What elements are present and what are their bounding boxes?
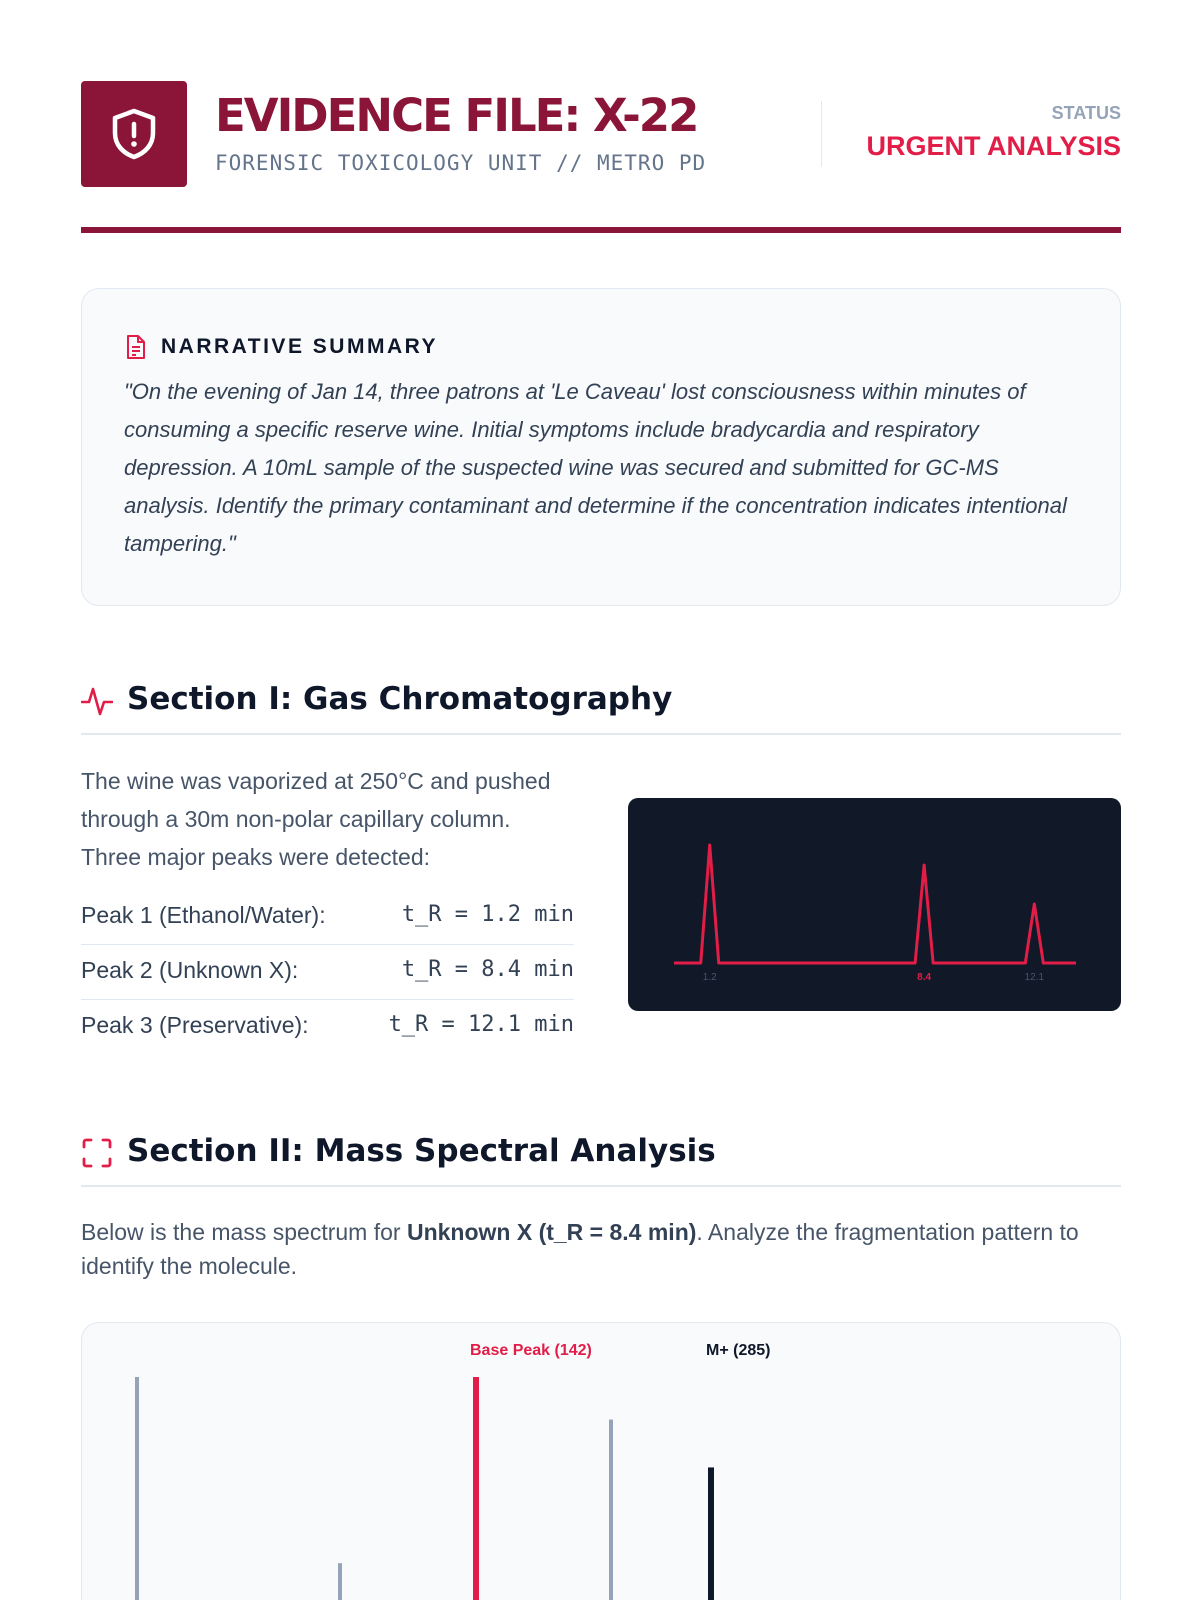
peak-name: Peak 3 (Preservative):	[81, 1012, 309, 1038]
gc-intro: The wine was vaporized at 250°C and pushed through a 30m non-polar capillary column. Three major peaks were detected:	[81, 768, 551, 870]
gc-chromatogram	[628, 798, 1121, 1011]
header-divider	[821, 101, 822, 167]
narrative-card	[81, 288, 1121, 606]
ms-annotation: Base Peak (142)	[470, 1342, 592, 1359]
peak-retention-time: t_R = 12.1 min	[388, 1012, 574, 1037]
section-gc-rule	[81, 733, 1121, 735]
gc-tick-label: 12.1	[1024, 972, 1045, 983]
ms-chart-svg	[82, 1323, 1121, 1600]
gc-tick-label: 8.4	[917, 972, 932, 983]
table-row	[81, 890, 574, 945]
peak-name: Peak 2 (Unknown X):	[81, 957, 299, 983]
molecular-ion-bar	[708, 1467, 714, 1600]
section-ms-rule	[81, 1185, 1121, 1187]
ms-intro	[81, 1215, 1081, 1283]
section-ms-title: Section II: Mass Spectral Analysis	[127, 1133, 716, 1169]
evidence-header	[81, 81, 1121, 188]
status-label: STATUS	[1051, 103, 1121, 123]
scan-icon	[81, 1137, 113, 1169]
chromatogram-trace	[674, 845, 1076, 963]
ms-intro-tail: . Analyze the fragmentation pattern to identify the molecule.	[81, 1219, 1079, 1279]
shield-alert-icon	[111, 108, 157, 160]
ms-intro-lead: Below is the mass spectrum for	[81, 1219, 407, 1245]
fragment-bar	[609, 1420, 613, 1600]
gc-tick-label: 1.2	[702, 972, 717, 983]
peak-retention-time: t_R = 1.2 min	[401, 902, 574, 927]
fragment-bar	[135, 1377, 139, 1600]
evidence-badge	[81, 81, 187, 187]
document-icon	[125, 334, 147, 360]
ms-intro-target: Unknown X (t_R = 8.4 min)	[406, 1219, 697, 1245]
table-row	[81, 1000, 574, 1055]
peak-table	[81, 890, 574, 1055]
section-gc-title: Section I: Gas Chromatography	[127, 681, 673, 717]
table-row	[81, 945, 574, 1000]
fragment-bar	[338, 1563, 342, 1600]
section-gc-header	[81, 675, 1121, 725]
narrative-heading: NARRATIVE SUMMARY	[161, 335, 438, 358]
peak-name: Peak 1 (Ethanol/Water):	[81, 902, 326, 928]
mass-spectrum-chart	[81, 1322, 1121, 1600]
activity-icon	[81, 685, 113, 717]
section-ms-header	[81, 1127, 1121, 1177]
status-badge: URGENT ANALYSIS	[866, 131, 1121, 161]
gc-chart-svg	[628, 798, 1121, 1011]
page-subtitle: FORENSIC TOXICOLOGY UNIT // METRO PD	[215, 151, 707, 175]
base-peak-bar	[473, 1377, 479, 1600]
ms-annotation: M+ (285)	[706, 1342, 771, 1359]
peak-retention-time: t_R = 8.4 min	[401, 957, 574, 982]
narrative-text: "On the evening of Jan 14, three patrons at 'Le Caveau' lost consciousness within minutes of consuming a specific reserve wine. Initial symptoms include bradycardia and respiratory depression. A 10mL sample of the suspected wine was secured and submitted for GC-MS analysis. Identify the primary contaminant and determine if the concentration indicates intentional tampering."	[124, 379, 1067, 556]
header-rule	[81, 227, 1121, 233]
page-title: EVIDENCE FILE: X-22	[215, 89, 698, 142]
narrative-heading-row	[125, 333, 438, 361]
